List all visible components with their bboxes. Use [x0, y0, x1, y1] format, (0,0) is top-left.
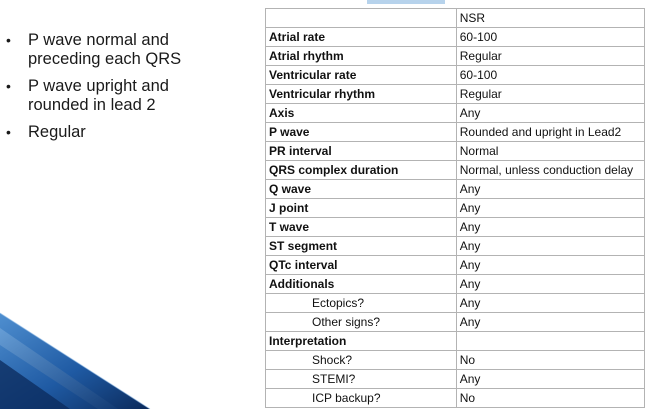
row-value: Any: [456, 237, 644, 256]
bullet-dot-icon: •: [6, 78, 11, 94]
table-row: [266, 389, 645, 408]
row-value: 60-100: [456, 66, 644, 85]
table-row: [266, 123, 645, 142]
row-label: PR interval: [266, 142, 457, 161]
row-label: Ectopics?: [266, 294, 457, 313]
row-value: Normal: [456, 142, 644, 161]
row-value: No: [456, 389, 644, 408]
row-label: ST segment: [266, 237, 457, 256]
bullet-list: [4, 31, 224, 150]
table-row: [266, 28, 645, 47]
table-row: [266, 66, 645, 85]
row-label: J point: [266, 199, 457, 218]
table-row: [266, 275, 645, 294]
row-value: Regular: [456, 47, 644, 66]
row-label: Axis: [266, 104, 457, 123]
row-value: Regular: [456, 85, 644, 104]
row-value: 60-100: [456, 28, 644, 47]
row-label: Additionals: [266, 275, 457, 294]
row-value: Any: [456, 275, 644, 294]
table-row: [266, 313, 645, 332]
row-label: Shock?: [266, 351, 457, 370]
table-row: [266, 237, 645, 256]
bullet-dot-icon: •: [6, 124, 11, 140]
row-value: Any: [456, 294, 644, 313]
row-value: Any: [456, 104, 644, 123]
header-cell-nsr: NSR: [456, 9, 644, 28]
row-label: ICP backup?: [266, 389, 457, 408]
table-row: [266, 199, 645, 218]
row-label: Interpretation: [266, 332, 457, 351]
top-accent-bar: [367, 0, 445, 4]
bullet-item: [4, 31, 224, 69]
row-label: P wave: [266, 123, 457, 142]
row-label: QRS complex duration: [266, 161, 457, 180]
row-label: Ventricular rate: [266, 66, 457, 85]
table-row: [266, 142, 645, 161]
bullet-text: Regular: [28, 123, 86, 141]
row-value: Any: [456, 370, 644, 389]
row-value: Normal, unless conduction delay: [456, 161, 644, 180]
row-value: Rounded and upright in Lead2: [456, 123, 644, 142]
nsr-criteria-table: [265, 8, 645, 408]
bullet-item: [4, 123, 224, 142]
row-label: Atrial rate: [266, 28, 457, 47]
row-value: Any: [456, 218, 644, 237]
table-row: [266, 351, 645, 370]
table-row: [266, 47, 645, 66]
bullet-text: P wave upright and rounded in lead 2: [28, 77, 169, 114]
row-value: Any: [456, 256, 644, 275]
table-row: [266, 180, 645, 199]
row-label: STEMI?: [266, 370, 457, 389]
table-row: [266, 370, 645, 389]
row-label: QTc interval: [266, 256, 457, 275]
row-label: Atrial rhythm: [266, 47, 457, 66]
row-label: Other signs?: [266, 313, 457, 332]
table-row: [266, 294, 645, 313]
row-value: Any: [456, 313, 644, 332]
row-label: T wave: [266, 218, 457, 237]
table-row: [266, 161, 645, 180]
row-value: Any: [456, 199, 644, 218]
table-row: [266, 256, 645, 275]
table-row: [266, 332, 645, 351]
header-cell-label: [266, 9, 457, 28]
row-value: Any: [456, 180, 644, 199]
row-label: Ventricular rhythm: [266, 85, 457, 104]
bullet-dot-icon: •: [6, 32, 11, 48]
row-value: [456, 332, 644, 351]
bullet-item: [4, 77, 224, 115]
bullet-text: P wave normal and preceding each QRS: [28, 31, 182, 68]
table-header-row: [266, 9, 645, 28]
row-label: Q wave: [266, 180, 457, 199]
table-row: [266, 104, 645, 123]
row-value: No: [456, 351, 644, 370]
table-row: [266, 85, 645, 104]
table-row: [266, 218, 645, 237]
